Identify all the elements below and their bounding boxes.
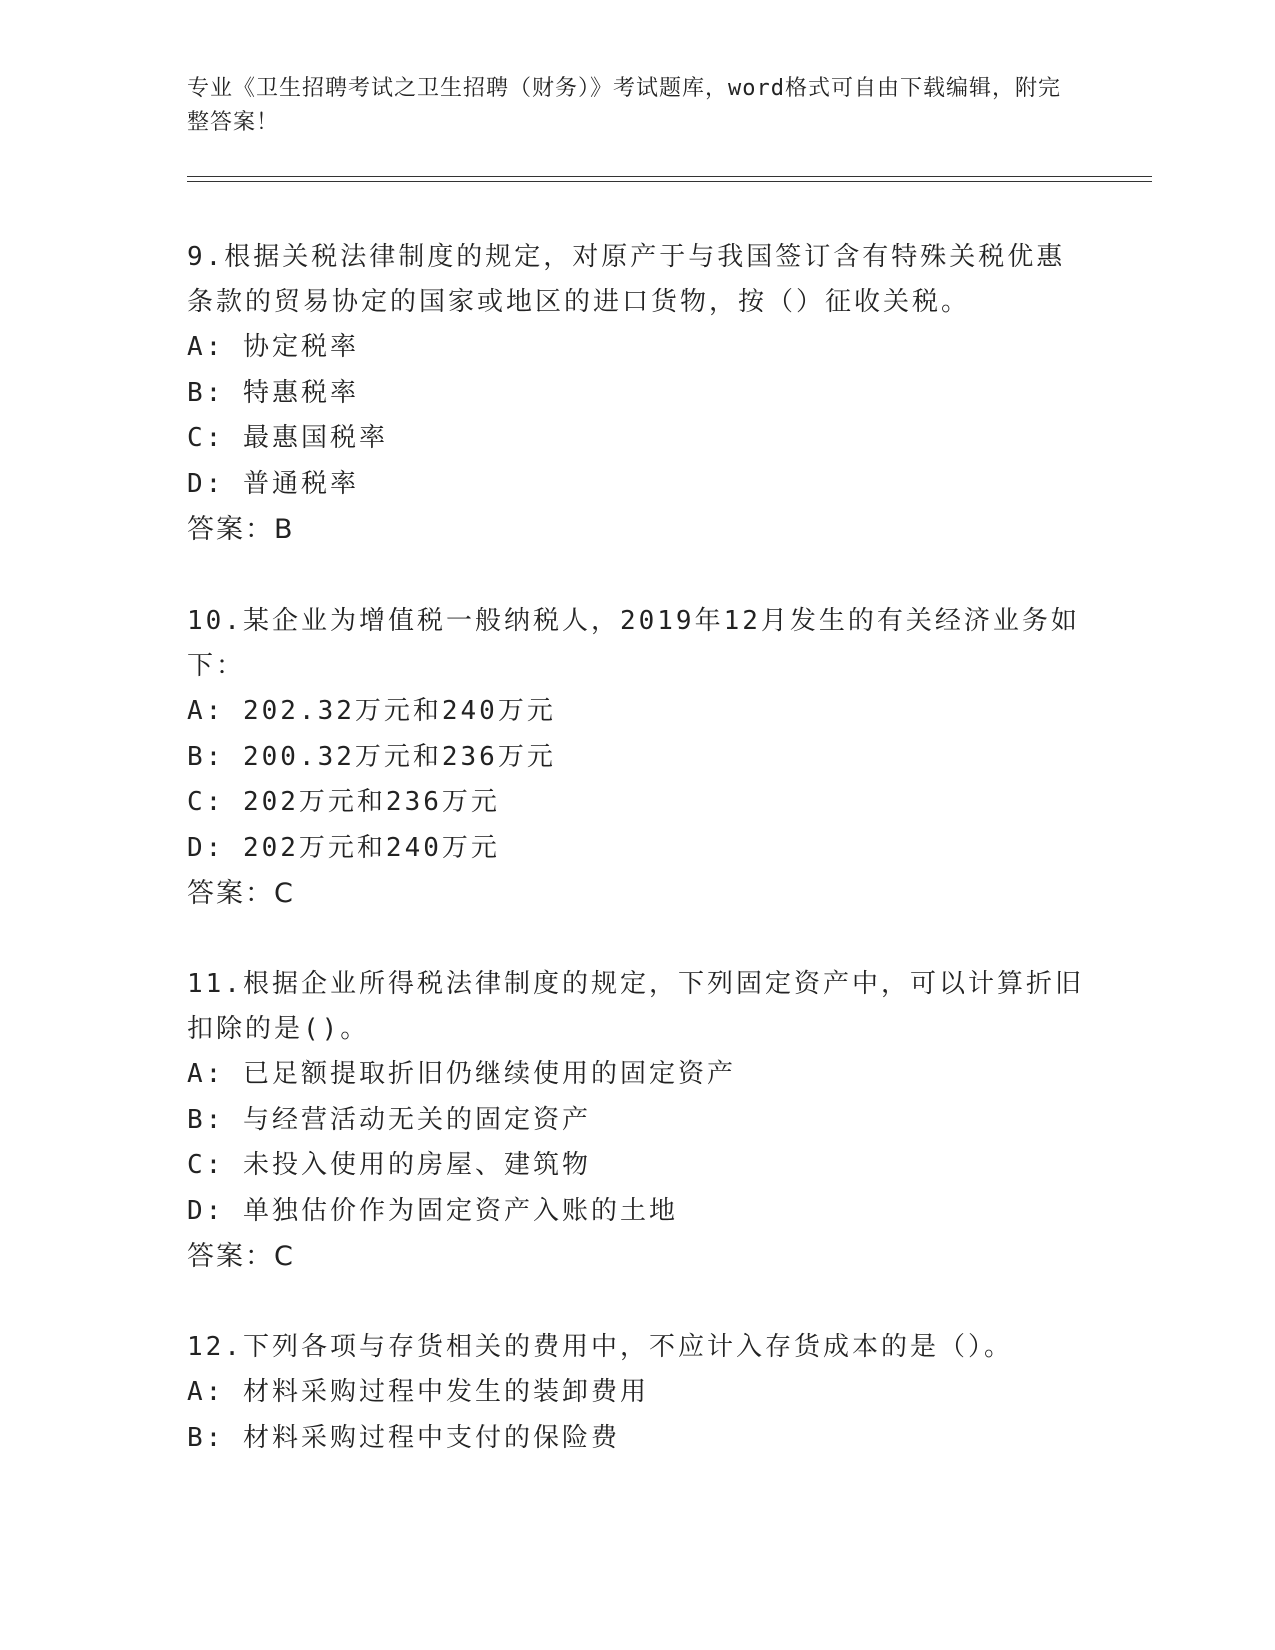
document-header: 专业《卫生招聘考试之卫生招聘（财务）》考试题库，word格式可自由下载编辑，附完整答案！ (187, 76, 1061, 135)
option-c: C: 最惠国税率 (187, 423, 388, 453)
option-a: A: 已足额提取折旧仍继续使用的固定资产 (187, 1059, 736, 1089)
header-divider-top (187, 176, 1152, 177)
option-a: A: 202.32万元和240万元 (187, 696, 556, 726)
answer-line: 答案：C (187, 1241, 295, 1272)
option-c: C: 202万元和236万元 (187, 787, 500, 817)
option-a: A: 协定税率 (187, 332, 359, 362)
question-stem: 10.某企业为增值税一般纳税人，2019年12月发生的有关经济业务如下： (187, 606, 1080, 681)
option-d: D: 单独估价作为固定资产入账的土地 (187, 1195, 678, 1226)
option-b: B: 200.32万元和236万元 (187, 741, 556, 772)
answer-line: 答案：B (187, 514, 295, 545)
option-d: D: 202万元和240万元 (187, 832, 500, 863)
question-12 (187, 1325, 1087, 1461)
option-a: A: 材料采购过程中发生的装卸费用 (187, 1377, 649, 1407)
option-b: B: 与经营活动无关的固定资产 (187, 1104, 591, 1135)
answer-line: 答案：C (187, 878, 295, 909)
question-11 (187, 962, 1087, 1280)
option-c: C: 未投入使用的房屋、建筑物 (187, 1150, 591, 1180)
option-d: D: 普通税率 (187, 468, 359, 499)
question-stem: 11.根据企业所得税法律制度的规定，下列固定资产中，可以计算折旧扣除的是()。 (187, 969, 1084, 1044)
question-10 (187, 599, 1087, 917)
question-9 (187, 235, 1087, 553)
option-b: B: 材料采购过程中支付的保险费 (187, 1422, 620, 1453)
option-b: B: 特惠税率 (187, 377, 359, 408)
header-divider-bottom (187, 181, 1152, 182)
question-stem: 12.下列各项与存货相关的费用中，不应计入存货成本的是（）。 (187, 1332, 1013, 1362)
question-stem: 9.根据关税法律制度的规定，对原产于与我国签订含有特殊关税优惠条款的贸易协定的国家或地区的进口货物，按（）征收关税。 (187, 242, 1066, 317)
